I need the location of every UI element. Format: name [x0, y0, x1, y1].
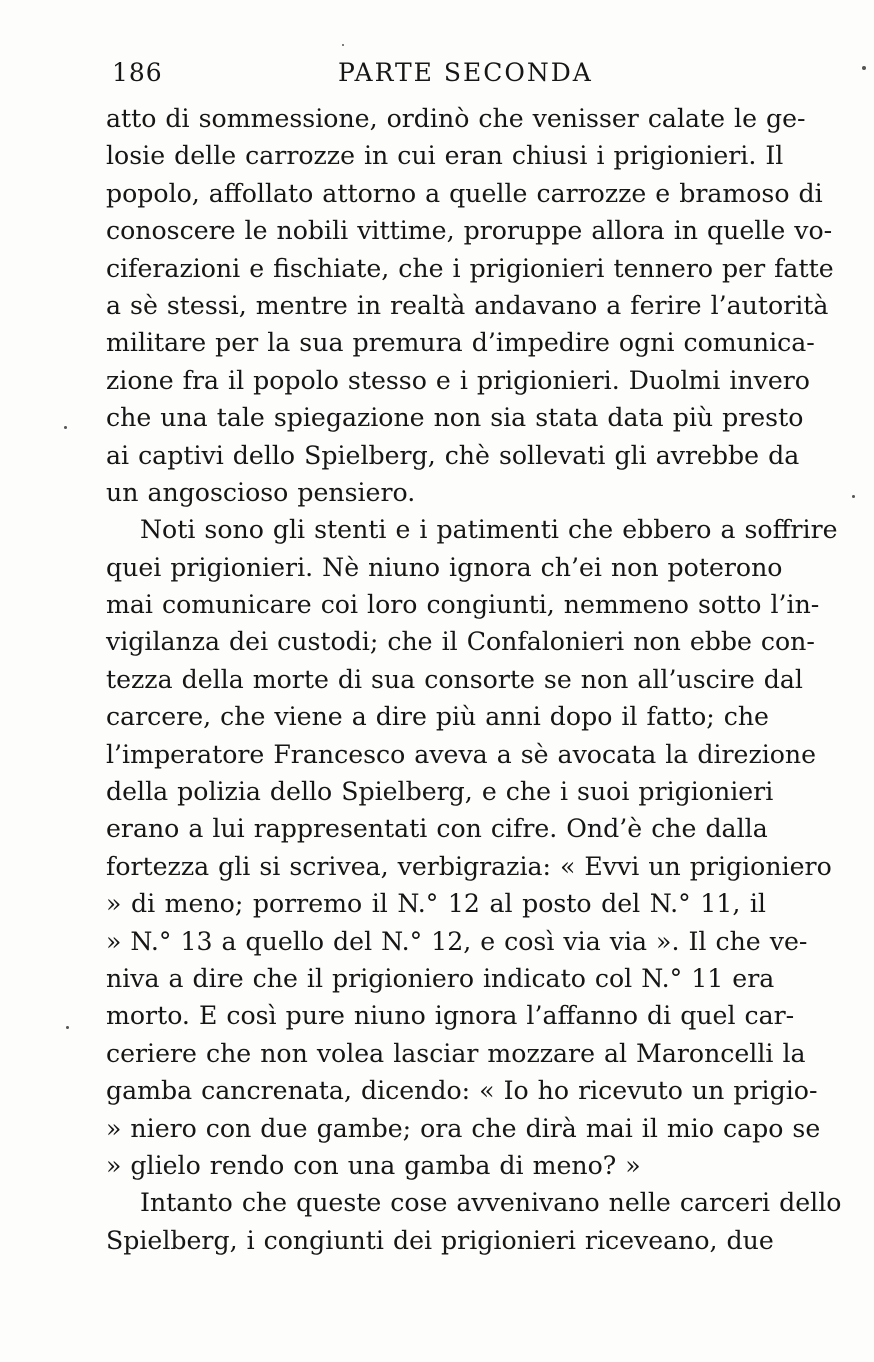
text-line: che una tale spiegazione non sia stata data più presto [106, 403, 804, 433]
text-line: quei prigionieri. Nè niuno ignora ch’ei non poterono [106, 552, 783, 582]
text-line: Noti sono gli stenti e i patimenti che ebbero a soffrire [140, 515, 838, 545]
text-line: morto. E così pure niuno ignora l’affanno di quel car- [106, 1001, 795, 1031]
page-number: 186 [112, 58, 163, 87]
text-line: atto di sommessione, ordinò che venisser calate le ge- [106, 104, 806, 133]
scan-speck [66, 1026, 69, 1029]
text-line: l’imperatore Francesco aveva a sè avocata la direzione [106, 739, 817, 769]
text-line: fortezza gli si scrivea, verbigrazia: « Evvi un prigioniero [106, 851, 832, 881]
text-line: vigilanza dei custodi; che il Confalonieri non ebbe con- [106, 627, 815, 657]
text-line: losie delle carrozze in cui eran chiusi i prigionieri. Il [106, 141, 784, 171]
text-line: zione fra il popolo stesso e i prigionieri. Duolmi invero [106, 365, 810, 395]
text-line: ciferazioni e fischiate, che i prigionieri tennero per fatte [106, 253, 834, 283]
paragraph-1 [106, 100, 834, 511]
text-line: » di meno; porremo il N.° 12 al posto del N.° 11, il [106, 889, 766, 919]
text-line: a sè stessi, mentre in realtà andavano a ferire l’autorità [106, 290, 829, 320]
text-line: Spielberg, i congiunti dei prigionieri riceveano, due [106, 1225, 774, 1255]
scan-speck [862, 66, 866, 70]
text-line: » niero con due gambe; ora che dirà mai il mio capo se [106, 1113, 821, 1143]
text-line: mai comunicare coi loro congiunti, nemmeno sotto l’in- [106, 590, 820, 620]
text-line: un angoscioso pensiero. [106, 477, 416, 507]
page-header [112, 58, 762, 98]
running-head: PARTE SECONDA [338, 58, 593, 87]
text-line: tezza della morte di sua consorte se non all’uscire dal [106, 664, 803, 694]
scan-speck [342, 44, 344, 46]
paragraph-3 [106, 1184, 842, 1259]
text-line: militare per la sua premura d’impedire ogni comunica- [106, 328, 815, 358]
text-line: gamba cancrenata, dicendo: « Io ho ricevuto un prigio- [106, 1076, 818, 1106]
scan-speck [64, 426, 67, 429]
text-line: ai captivi dello Spielberg, chè sollevati gli avrebbe da [106, 440, 800, 470]
text-line: della polizia dello Spielberg, e che i suoi prigionieri [106, 777, 774, 807]
text-line: » N.° 13 a quello del N.° 12, e così via via ». Il che ve- [106, 926, 808, 956]
text-line: Intanto che queste cose avvenivano nelle carceri dello [140, 1188, 842, 1218]
text-line: » glielo rendo con una gamba di meno? » [106, 1150, 641, 1180]
scan-speck [852, 495, 855, 498]
body-text [106, 100, 842, 1259]
text-line: niva a dire che il prigioniero indicato col N.° 11 era [106, 963, 775, 993]
text-line: carcere, che viene a dire più anni dopo il fatto; che [106, 702, 769, 732]
text-line: popolo, affollato attorno a quelle carrozze e bramoso di [106, 178, 823, 208]
text-line: conoscere le nobili vittime, proruppe allora in quelle vo- [106, 216, 833, 246]
text-line: ceriere che non volea lasciar mozzare al Maroncelli la [106, 1038, 806, 1068]
paragraph-2 [106, 511, 838, 1184]
text-line: erano a lui rappresentati con cifre. Ond’è che dalla [106, 814, 768, 844]
